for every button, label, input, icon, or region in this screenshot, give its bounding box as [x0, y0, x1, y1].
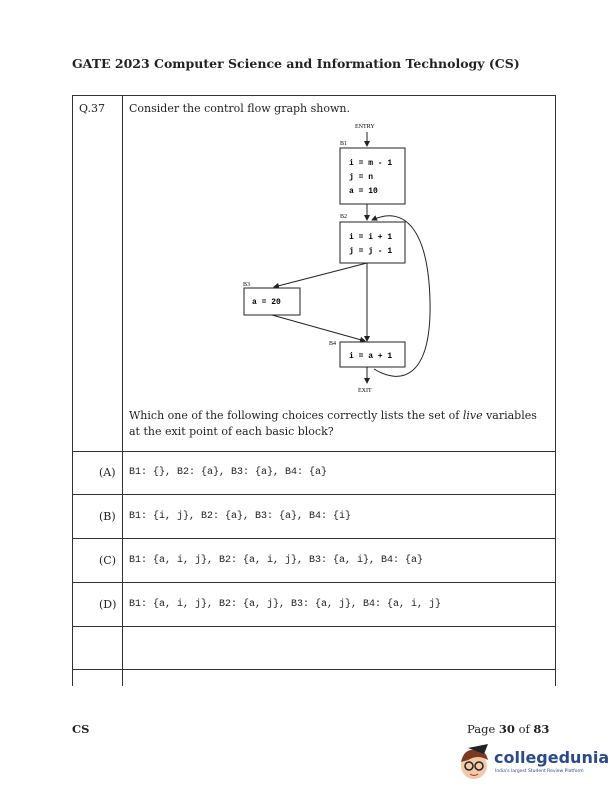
code-line: a = 20: [252, 298, 281, 307]
option-c-text: B1: {a, i, j}, B2: {a, i, j}, B3: {a, i}, B4: {a}: [129, 555, 424, 566]
question-prompt: Consider the control flow graph shown.: [129, 102, 350, 115]
code-line: i = a + 1: [349, 352, 393, 361]
b2-label: B2: [340, 214, 348, 220]
code-line: i = i + 1: [349, 233, 393, 242]
entry-label: ENTRY: [355, 124, 375, 130]
option-a-label: (A): [99, 466, 116, 479]
option-a-text: B1: {}, B2: {a}, B3: {a}, B4: {a}: [129, 467, 328, 478]
logo-text: collegedunia: [494, 748, 610, 767]
logo-tagline: India's largest Student Review Platform: [495, 769, 584, 774]
page-current: 30: [498, 722, 515, 736]
page-text: of: [514, 722, 534, 736]
option-b-text: B1: {i, j}, B2: {a}, B3: {a}, B4: {i}: [129, 511, 352, 522]
exit-label: EXIT: [358, 388, 372, 394]
footer-subject: CS: [72, 722, 90, 736]
question-number: Q.37: [79, 102, 105, 115]
option-c-label: (C): [99, 554, 116, 567]
option-d-text: B1: {a, i, j}, B2: {a, j}, B3: {a, j}, B4: {a, i, j}: [129, 599, 442, 610]
page-header: GATE 2023 Computer Science and Information Technology (CS): [72, 56, 520, 71]
page-number: [467, 722, 549, 736]
code-line: a = 10: [349, 187, 378, 196]
option-b-label: (B): [99, 510, 116, 523]
b4-label: B4: [329, 341, 337, 347]
collegedunia-logo: [458, 742, 608, 787]
b1-label: B1: [340, 141, 348, 147]
prompt-text: variables at the exit point of each basic block?: [129, 409, 537, 438]
block-b2: [340, 222, 405, 263]
b3-label: B3: [243, 282, 251, 288]
code-line: j = n: [349, 173, 374, 182]
page-total: 83: [533, 722, 550, 736]
prompt-text: Which one of the following choices correctly lists the set of: [129, 409, 463, 422]
page-text: Page: [467, 722, 499, 736]
prompt-emphasis: live: [462, 409, 483, 422]
option-d-label: (D): [99, 598, 117, 611]
mascot-icon: [458, 742, 492, 784]
code-line: j = j - 1: [349, 247, 393, 256]
code-line: i = m - 1: [349, 159, 393, 168]
